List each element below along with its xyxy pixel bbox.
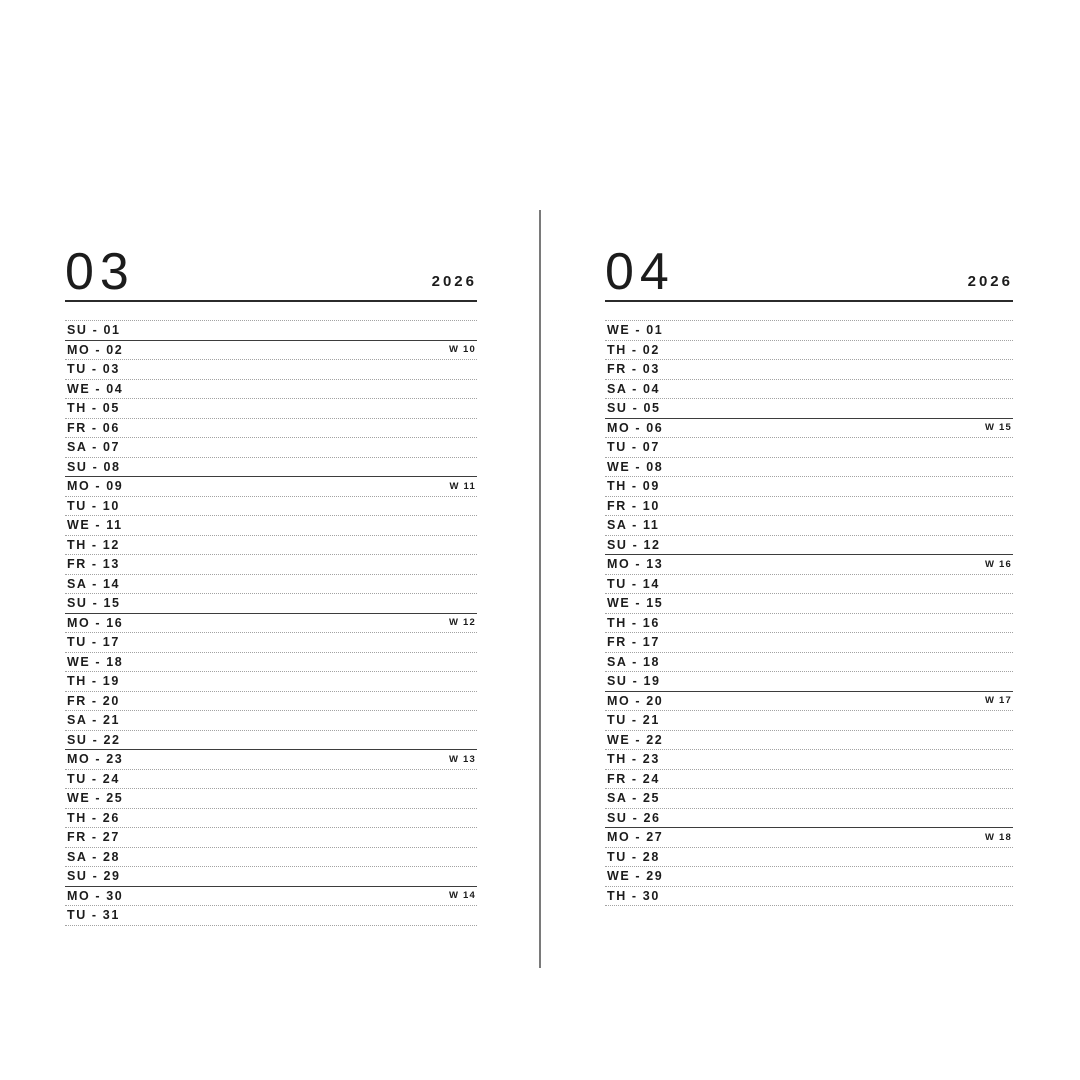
day-label: SU - 08 — [67, 459, 121, 474]
day-row — [65, 788, 477, 808]
month-page-march — [65, 243, 477, 926]
day-row — [605, 613, 1013, 633]
week-number-label: W 17 — [985, 695, 1012, 707]
day-row — [605, 437, 1013, 457]
day-label: WE - 18 — [67, 654, 124, 669]
page-divider-line — [539, 210, 541, 968]
day-row — [605, 515, 1013, 535]
day-row — [65, 496, 477, 516]
day-label: TH - 30 — [607, 888, 660, 903]
day-row — [65, 418, 477, 438]
day-row — [65, 593, 477, 613]
day-label: TH - 23 — [607, 752, 660, 767]
day-label: SU - 12 — [607, 537, 661, 552]
day-row — [605, 379, 1013, 399]
day-list — [65, 320, 477, 926]
day-label: SU - 05 — [607, 401, 661, 416]
day-label: WE - 01 — [607, 323, 664, 338]
week-number-label: W 16 — [985, 558, 1012, 570]
day-row — [65, 437, 477, 457]
day-label: FR - 27 — [67, 830, 120, 845]
day-label: SA - 04 — [607, 381, 661, 396]
day-row — [65, 730, 477, 750]
day-row — [605, 593, 1013, 613]
day-row — [605, 710, 1013, 730]
day-label: FR - 03 — [607, 362, 660, 377]
day-row — [65, 554, 477, 574]
day-row — [605, 359, 1013, 379]
day-label: MO - 13 — [607, 557, 664, 572]
week-number-label: W 10 — [449, 344, 476, 356]
day-label: TU - 17 — [67, 635, 120, 650]
day-row — [605, 808, 1013, 828]
week-number-label: W 12 — [449, 617, 476, 629]
day-label: TH - 16 — [607, 615, 660, 630]
day-label: SU - 26 — [607, 810, 661, 825]
day-label: FR - 20 — [67, 693, 120, 708]
month-page-april — [605, 243, 1013, 906]
day-row — [65, 827, 477, 847]
day-label: TH - 09 — [607, 479, 660, 494]
day-label: MO - 02 — [67, 342, 124, 357]
day-label: WE - 11 — [67, 518, 123, 533]
day-label: FR - 13 — [67, 557, 120, 572]
day-label: TU - 10 — [67, 498, 120, 513]
day-label: SU - 29 — [67, 869, 121, 884]
day-row — [605, 398, 1013, 418]
day-label: SA - 25 — [607, 791, 661, 806]
day-row — [65, 749, 477, 769]
day-label: SU - 15 — [67, 596, 121, 611]
day-label: FR - 06 — [67, 420, 120, 435]
day-label: MO - 30 — [67, 888, 124, 903]
week-number-label: W 15 — [985, 422, 1012, 434]
day-row — [65, 632, 477, 652]
day-label: MO - 20 — [607, 693, 664, 708]
day-label: WE - 29 — [607, 869, 664, 884]
day-row — [65, 320, 477, 340]
month-number: 04 — [605, 243, 675, 301]
day-row — [65, 398, 477, 418]
day-label: TU - 21 — [607, 713, 660, 728]
day-row — [65, 847, 477, 867]
day-row — [605, 457, 1013, 477]
day-label: TU - 31 — [67, 908, 120, 923]
day-row — [65, 359, 477, 379]
day-row — [65, 671, 477, 691]
day-label: FR - 10 — [607, 498, 660, 513]
day-row — [605, 769, 1013, 789]
day-row — [605, 691, 1013, 711]
day-row — [65, 710, 477, 730]
day-label: SA - 11 — [607, 518, 660, 533]
week-number-label: W 11 — [449, 480, 476, 492]
day-label: WE - 04 — [67, 381, 124, 396]
year-label: 2026 — [967, 273, 1013, 290]
week-number-label: W 13 — [449, 753, 476, 765]
day-label: TH - 12 — [67, 537, 120, 552]
day-row — [65, 574, 477, 594]
day-label: TU - 28 — [607, 849, 660, 864]
month-header — [605, 243, 1013, 302]
day-label: SU - 19 — [607, 674, 661, 689]
month-header — [65, 243, 477, 302]
day-label: SA - 14 — [67, 576, 121, 591]
day-row — [605, 749, 1013, 769]
day-row — [605, 866, 1013, 886]
day-row — [605, 847, 1013, 867]
day-label: FR - 17 — [607, 635, 660, 650]
day-row — [65, 535, 477, 555]
day-row — [65, 613, 477, 633]
week-number-label: W 14 — [449, 890, 476, 902]
day-row — [65, 769, 477, 789]
day-label: MO - 23 — [67, 752, 124, 767]
day-label: TU - 03 — [67, 362, 120, 377]
day-label: SA - 21 — [67, 713, 121, 728]
day-row — [65, 652, 477, 672]
day-label: MO - 27 — [607, 830, 664, 845]
day-row — [65, 886, 477, 906]
day-row — [65, 905, 477, 925]
day-row — [605, 574, 1013, 594]
day-row — [605, 730, 1013, 750]
day-label: SA - 18 — [607, 654, 661, 669]
day-label: TH - 05 — [67, 401, 120, 416]
day-label: WE - 15 — [607, 596, 664, 611]
day-row — [605, 671, 1013, 691]
day-label: SU - 01 — [67, 323, 121, 338]
day-row — [605, 652, 1013, 672]
day-label: MO - 09 — [67, 479, 124, 494]
day-label: TU - 24 — [67, 771, 120, 786]
day-label: TU - 14 — [607, 576, 660, 591]
day-row — [605, 418, 1013, 438]
day-label: MO - 06 — [607, 420, 664, 435]
day-list — [605, 320, 1013, 906]
day-label: SA - 28 — [67, 849, 121, 864]
day-row — [605, 827, 1013, 847]
day-label: TH - 19 — [67, 674, 120, 689]
day-label: WE - 22 — [607, 732, 664, 747]
day-row — [65, 866, 477, 886]
day-label: FR - 24 — [607, 771, 660, 786]
day-label: TU - 07 — [607, 440, 660, 455]
day-row — [65, 476, 477, 496]
day-row — [605, 886, 1013, 906]
day-row — [65, 808, 477, 828]
day-row — [65, 691, 477, 711]
day-label: TH - 02 — [607, 342, 660, 357]
day-row — [65, 515, 477, 535]
day-row — [605, 476, 1013, 496]
day-label: TH - 26 — [67, 810, 120, 825]
day-row — [605, 535, 1013, 555]
month-number: 03 — [65, 243, 135, 301]
day-row — [65, 379, 477, 399]
day-row — [65, 457, 477, 477]
day-row — [605, 340, 1013, 360]
day-label: WE - 25 — [67, 791, 124, 806]
day-label: WE - 08 — [607, 459, 664, 474]
day-row — [605, 320, 1013, 340]
day-row — [605, 496, 1013, 516]
day-label: SA - 07 — [67, 440, 121, 455]
year-label: 2026 — [431, 273, 477, 290]
day-row — [605, 788, 1013, 808]
day-row — [605, 554, 1013, 574]
week-number-label: W 18 — [985, 831, 1012, 843]
day-label: SU - 22 — [67, 732, 121, 747]
day-label: MO - 16 — [67, 615, 124, 630]
day-row — [65, 340, 477, 360]
day-row — [605, 632, 1013, 652]
